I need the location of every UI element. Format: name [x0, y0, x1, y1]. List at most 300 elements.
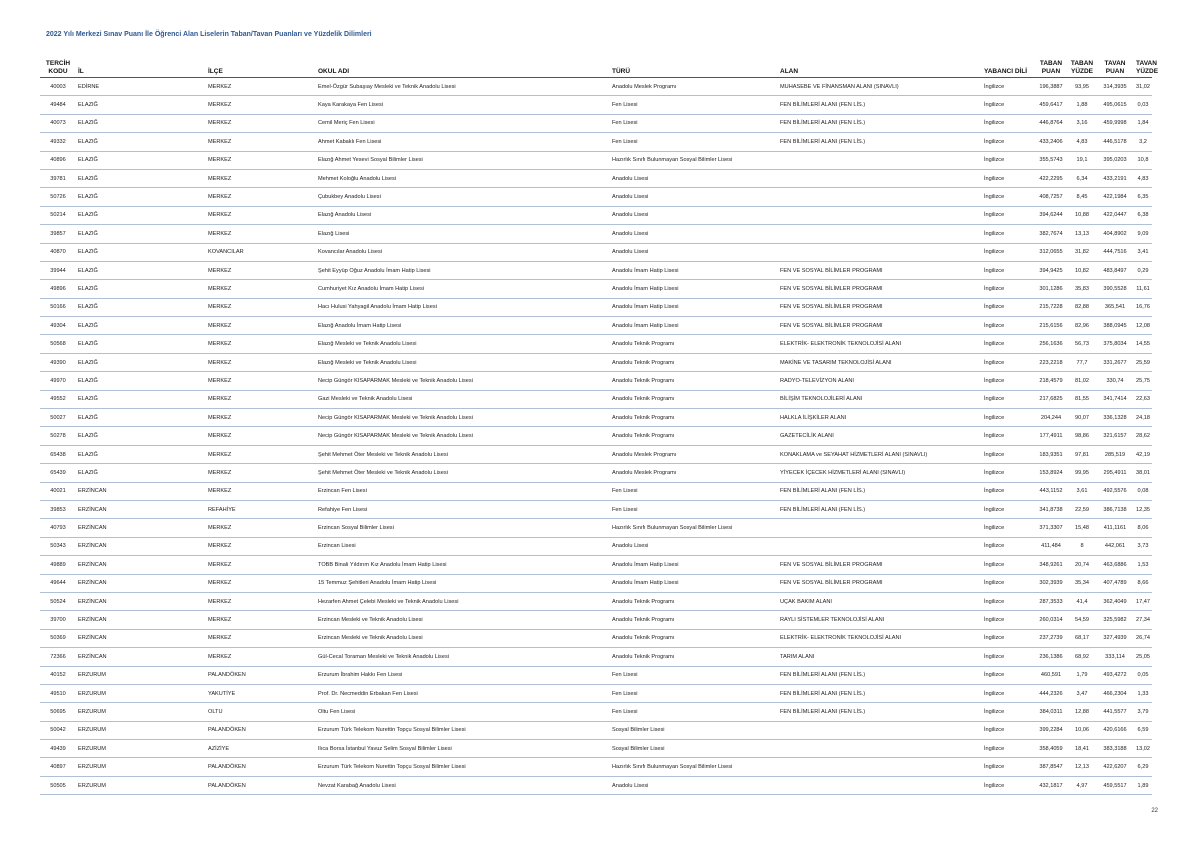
cell-tercih-kodu: 49484 [40, 96, 76, 114]
cell-tercih-kodu: 50278 [40, 427, 76, 445]
cell-okul-adi: TOBB Binali Yıldırım Kız Anadolu İmam Hatip Lisesi [316, 556, 610, 574]
cell-taban-puan: 215,6156 [1034, 317, 1068, 335]
cell-okul-adi: Erzincan Fen Lisesi [316, 482, 610, 500]
cell-taban-puan: 384,0311 [1034, 703, 1068, 721]
cell-yabanci-dili: İngilizce [982, 740, 1034, 758]
table-row [40, 703, 1152, 721]
header-tavan-yuzde: TAVAN YÜZDE [1134, 54, 1152, 78]
cell-turu: Anadolu Meslek Programı [610, 464, 778, 482]
cell-okul-adi: Refahiye Fen Lisesi [316, 500, 610, 518]
cell-yabanci-dili: İngilizce [982, 133, 1034, 151]
cell-turu: Sosyal Bilimler Lisesi [610, 740, 778, 758]
cell-tavan-yuzde: 8,06 [1134, 519, 1152, 537]
cell-tavan-yuzde: 31,02 [1134, 78, 1152, 96]
cell-tavan-yuzde: 3,73 [1134, 537, 1152, 555]
cell-ilce: MERKEZ [206, 206, 316, 224]
cell-okul-adi: Erzincan Lisesi [316, 537, 610, 555]
cell-il: ERZURUM [76, 684, 206, 702]
cell-taban-yuzde: 81,02 [1068, 372, 1096, 390]
cell-yabanci-dili: İngilizce [982, 427, 1034, 445]
cell-tercih-kodu: 50042 [40, 721, 76, 739]
cell-yabanci-dili: İngilizce [982, 280, 1034, 298]
cell-tavan-puan: 285,519 [1096, 445, 1134, 463]
cell-ilce: MERKEZ [206, 280, 316, 298]
cell-taban-puan: 433,2406 [1034, 133, 1068, 151]
cell-taban-yuzde: 13,13 [1068, 225, 1096, 243]
cell-taban-yuzde: 22,59 [1068, 500, 1096, 518]
cell-tavan-puan: 463,6886 [1096, 556, 1134, 574]
cell-okul-adi: 15 Temmuz Şehitleri Anadolu İmam Hatip Lisesi [316, 574, 610, 592]
cell-ilce: MERKEZ [206, 648, 316, 666]
cell-alan [778, 758, 982, 776]
cell-tavan-puan: 493,4272 [1096, 666, 1134, 684]
cell-tercih-kodu: 40870 [40, 243, 76, 261]
table-row [40, 556, 1152, 574]
cell-turu: Anadolu Lisesi [610, 537, 778, 555]
cell-alan: ELEKTRİK- ELEKTRONİK TEKNOLOJİSİ ALANI [778, 335, 982, 353]
cell-tercih-kodu: 49510 [40, 684, 76, 702]
cell-ilce: YAKUTİYE [206, 684, 316, 702]
cell-tercih-kodu: 39853 [40, 500, 76, 518]
table-row [40, 206, 1152, 224]
cell-okul-adi: Şehit Eyyüp Oğuz Anadolu İmam Hatip Lisesi [316, 261, 610, 279]
header-il: İL [76, 54, 206, 78]
cell-il: ELAZIĞ [76, 225, 206, 243]
cell-alan [778, 519, 982, 537]
cell-taban-yuzde: 12,88 [1068, 703, 1096, 721]
cell-okul-adi: Gazi Mesleki ve Teknik Anadolu Lisesi [316, 390, 610, 408]
cell-tavan-yuzde: 25,05 [1134, 648, 1152, 666]
cell-tavan-yuzde: 27,34 [1134, 611, 1152, 629]
cell-tercih-kodu: 50505 [40, 776, 76, 794]
cell-taban-puan: 204,244 [1034, 409, 1068, 427]
cell-tavan-yuzde: 38,01 [1134, 464, 1152, 482]
cell-okul-adi: Necip Güngör KISAPARMAK Mesleki ve Teknik Anadolu Lisesi [316, 409, 610, 427]
cell-tavan-puan: 441,5577 [1096, 703, 1134, 721]
cell-taban-yuzde: 6,34 [1068, 169, 1096, 187]
cell-taban-puan: 260,0314 [1034, 611, 1068, 629]
cell-tavan-puan: 404,8902 [1096, 225, 1134, 243]
cell-il: ELAZIĞ [76, 298, 206, 316]
cell-ilce: MERKEZ [206, 482, 316, 500]
cell-tavan-yuzde: 3,2 [1134, 133, 1152, 151]
cell-taban-yuzde: 10,82 [1068, 261, 1096, 279]
cell-yabanci-dili: İngilizce [982, 556, 1034, 574]
cell-turu: Sosyal Bilimler Lisesi [610, 721, 778, 739]
cell-tavan-yuzde: 1,33 [1134, 684, 1152, 702]
cell-yabanci-dili: İngilizce [982, 445, 1034, 463]
cell-taban-puan: 236,1386 [1034, 648, 1068, 666]
cell-ilce: MERKEZ [206, 427, 316, 445]
cell-tavan-puan: 336,1328 [1096, 409, 1134, 427]
cell-taban-yuzde: 77,7 [1068, 353, 1096, 371]
cell-tavan-puan: 388,0945 [1096, 317, 1134, 335]
cell-alan: FEN VE SOSYAL BİLİMLER PROGRAMI [778, 261, 982, 279]
cell-okul-adi: Erzurum İbrahim Hakkı Fen Lisesi [316, 666, 610, 684]
cell-turu: Anadolu İmam Hatip Lisesi [610, 574, 778, 592]
cell-tavan-yuzde: 16,76 [1134, 298, 1152, 316]
cell-il: ERZİNCAN [76, 648, 206, 666]
cell-taban-puan: 177,4911 [1034, 427, 1068, 445]
header-taban-puan: TABAN PUAN [1034, 54, 1068, 78]
cell-tercih-kodu: 65438 [40, 445, 76, 463]
cell-okul-adi: Emel-Özgür Subaşıay Mesleki ve Teknik Anadolu Lisesi [316, 78, 610, 96]
cell-tercih-kodu: 40897 [40, 758, 76, 776]
cell-il: ELAZIĞ [76, 427, 206, 445]
cell-okul-adi: Erzincan Sosyal Bilimler Lisesi [316, 519, 610, 537]
cell-tavan-puan: 411,1161 [1096, 519, 1134, 537]
table-row [40, 537, 1152, 555]
cell-taban-yuzde: 90,07 [1068, 409, 1096, 427]
cell-tavan-puan: 420,6166 [1096, 721, 1134, 739]
cell-ilce: KOVANCILAR [206, 243, 316, 261]
cell-il: ERZURUM [76, 666, 206, 684]
cell-yabanci-dili: İngilizce [982, 574, 1034, 592]
cell-ilce: MERKEZ [206, 298, 316, 316]
cell-tavan-puan: 483,8497 [1096, 261, 1134, 279]
cell-yabanci-dili: İngilizce [982, 758, 1034, 776]
cell-tavan-yuzde: 6,35 [1134, 188, 1152, 206]
cell-alan [778, 188, 982, 206]
cell-taban-yuzde: 4,97 [1068, 776, 1096, 794]
cell-turu: Anadolu İmam Hatip Lisesi [610, 556, 778, 574]
cell-tavan-yuzde: 6,59 [1134, 721, 1152, 739]
cell-okul-adi: Cemil Meriç Fen Lisesi [316, 114, 610, 132]
cell-turu: Anadolu Meslek Programı [610, 78, 778, 96]
cell-taban-yuzde: 10,88 [1068, 206, 1096, 224]
cell-yabanci-dili: İngilizce [982, 500, 1034, 518]
cell-tavan-puan: 459,9998 [1096, 114, 1134, 132]
cell-taban-yuzde: 8 [1068, 537, 1096, 555]
cell-tercih-kodu: 49644 [40, 574, 76, 592]
cell-okul-adi: Ilıca Borsa İstanbul Yavuz Selim Sosyal Bilimler Lisesi [316, 740, 610, 758]
cell-ilce: PALANDÖKEN [206, 666, 316, 684]
cell-tavan-yuzde: 26,74 [1134, 629, 1152, 647]
cell-tavan-puan: 365,541 [1096, 298, 1134, 316]
cell-alan: ELEKTRİK- ELEKTRONİK TEKNOLOJİSİ ALANI [778, 629, 982, 647]
cell-alan: KONAKLAMA ve SEYAHAT HİZMETLERİ ALANI (SINAVLI) [778, 445, 982, 463]
cell-alan: UÇAK BAKIM ALANI [778, 592, 982, 610]
cell-alan [778, 721, 982, 739]
cell-turu: Fen Lisesi [610, 666, 778, 684]
cell-alan: FEN BİLİMLERİ ALANI (FEN LİS.) [778, 666, 982, 684]
cell-il: ELAZIĞ [76, 243, 206, 261]
cell-turu: Fen Lisesi [610, 96, 778, 114]
cell-turu: Anadolu Teknik Programı [610, 592, 778, 610]
cell-yabanci-dili: İngilizce [982, 703, 1034, 721]
cell-tavan-yuzde: 1,53 [1134, 556, 1152, 574]
cell-turu: Anadolu Lisesi [610, 243, 778, 261]
cell-tavan-yuzde: 14,55 [1134, 335, 1152, 353]
cell-okul-adi: Elazığ Mesleki ve Teknik Anadolu Lisesi [316, 353, 610, 371]
page-title: 2022 Yılı Merkezi Sınav Puanı İle Öğrenci Alan Liselerin Taban/Tavan Puanları ve Yüzdelik Dilimleri [46, 31, 372, 38]
cell-tercih-kodu: 49896 [40, 280, 76, 298]
cell-taban-yuzde: 35,83 [1068, 280, 1096, 298]
cell-okul-adi: Elazığ Mesleki ve Teknik Anadolu Lisesi [316, 335, 610, 353]
cell-il: ELAZIĞ [76, 445, 206, 463]
cell-turu: Fen Lisesi [610, 684, 778, 702]
cell-tercih-kodu: 40073 [40, 114, 76, 132]
cell-okul-adi: Ahmet Kabaklı Fen Lisesi [316, 133, 610, 151]
cell-yabanci-dili: İngilizce [982, 151, 1034, 169]
cell-tavan-yuzde: 3,41 [1134, 243, 1152, 261]
cell-taban-puan: 394,9425 [1034, 261, 1068, 279]
cell-alan [778, 243, 982, 261]
cell-taban-yuzde: 15,48 [1068, 519, 1096, 537]
cell-okul-adi: Elazığ Ahmet Yesevi Sosyal Bilimler Lisesi [316, 151, 610, 169]
cell-tavan-puan: 330,74 [1096, 372, 1134, 390]
cell-ilce: MERKEZ [206, 574, 316, 592]
cell-yabanci-dili: İngilizce [982, 537, 1034, 555]
table-row [40, 629, 1152, 647]
cell-okul-adi: Erzincan Mesleki ve Teknik Anadolu Lisesi [316, 611, 610, 629]
cell-turu: Anadolu İmam Hatip Lisesi [610, 298, 778, 316]
cell-turu: Anadolu Teknik Programı [610, 648, 778, 666]
cell-alan [778, 225, 982, 243]
table-header-row [40, 54, 1152, 78]
cell-taban-yuzde: 3,47 [1068, 684, 1096, 702]
cell-okul-adi: Nevzat Karabağ Anadolu Lisesi [316, 776, 610, 794]
cell-il: ERZİNCAN [76, 482, 206, 500]
cell-il: ELAZIĞ [76, 188, 206, 206]
cell-turu: Anadolu İmam Hatip Lisesi [610, 317, 778, 335]
cell-ilce: PALANDÖKEN [206, 758, 316, 776]
cell-tercih-kodu: 50027 [40, 409, 76, 427]
cell-ilce: MERKEZ [206, 372, 316, 390]
cell-taban-yuzde: 1,79 [1068, 666, 1096, 684]
cell-taban-yuzde: 97,81 [1068, 445, 1096, 463]
table-row [40, 78, 1152, 96]
header-taban-yuzde: TABAN YÜZDE [1068, 54, 1096, 78]
cell-alan: FEN VE SOSYAL BİLİMLER PROGRAMI [778, 556, 982, 574]
cell-turu: Hazırlık Sınıfı Bulunmayan Sosyal Bilimler Lisesi [610, 758, 778, 776]
cell-alan [778, 740, 982, 758]
cell-alan: FEN BİLİMLERİ ALANI (FEN LİS.) [778, 500, 982, 518]
table-row [40, 133, 1152, 151]
cell-il: ERZİNCAN [76, 611, 206, 629]
cell-il: ELAZIĞ [76, 317, 206, 335]
table-row [40, 776, 1152, 794]
cell-tercih-kodu: 50166 [40, 298, 76, 316]
cell-turu: Anadolu Teknik Programı [610, 427, 778, 445]
cell-tavan-yuzde: 0,05 [1134, 666, 1152, 684]
cell-yabanci-dili: İngilizce [982, 169, 1034, 187]
cell-okul-adi: Mehmet Koloğlu Anadolu Lisesi [316, 169, 610, 187]
cell-taban-puan: 459,6417 [1034, 96, 1068, 114]
cell-okul-adi: Prof. Dr. Necmeddin Erbakan Fen Lisesi [316, 684, 610, 702]
cell-ilce: REFAHİYE [206, 500, 316, 518]
cell-taban-yuzde: 54,59 [1068, 611, 1096, 629]
table-row [40, 427, 1152, 445]
cell-taban-puan: 382,7674 [1034, 225, 1068, 243]
cell-tavan-puan: 390,5528 [1096, 280, 1134, 298]
cell-yabanci-dili: İngilizce [982, 353, 1034, 371]
cell-tercih-kodu: 50568 [40, 335, 76, 353]
cell-okul-adi: Şehit Mehmet Öter Mesleki ve Teknik Anadolu Lisesi [316, 464, 610, 482]
cell-taban-puan: 256,1636 [1034, 335, 1068, 353]
cell-okul-adi: Kaya Karakaya Fen Lisesi [316, 96, 610, 114]
cell-alan: FEN VE SOSYAL BİLİMLER PROGRAMI [778, 574, 982, 592]
cell-taban-puan: 301,1286 [1034, 280, 1068, 298]
cell-taban-yuzde: 31,82 [1068, 243, 1096, 261]
cell-tercih-kodu: 39700 [40, 611, 76, 629]
cell-tavan-yuzde: 1,84 [1134, 114, 1152, 132]
cell-taban-yuzde: 19,1 [1068, 151, 1096, 169]
cell-ilce: MERKEZ [206, 335, 316, 353]
table-row [40, 335, 1152, 353]
table-row [40, 298, 1152, 316]
cell-tavan-puan: 321,6157 [1096, 427, 1134, 445]
cell-alan: RAYLI SİSTEMLER TEKNOLOJİSİ ALANI [778, 611, 982, 629]
table-row [40, 114, 1152, 132]
cell-tercih-kodu: 40896 [40, 151, 76, 169]
cell-turu: Fen Lisesi [610, 703, 778, 721]
cell-ilce: PALANDÖKEN [206, 721, 316, 739]
cell-ilce: MERKEZ [206, 151, 316, 169]
cell-turu: Anadolu İmam Hatip Lisesi [610, 261, 778, 279]
cell-ilce: MERKEZ [206, 188, 316, 206]
cell-okul-adi: Cumhuriyet Kız Anadolu İmam Hatip Lisesi [316, 280, 610, 298]
table-row [40, 353, 1152, 371]
cell-tavan-puan: 492,5576 [1096, 482, 1134, 500]
table-row [40, 243, 1152, 261]
cell-taban-yuzde: 3,61 [1068, 482, 1096, 500]
cell-alan: TARIM ALANI [778, 648, 982, 666]
cell-il: ERZURUM [76, 740, 206, 758]
cell-ilce: PALANDÖKEN [206, 776, 316, 794]
cell-il: ERZİNCAN [76, 519, 206, 537]
cell-okul-adi: Hezarfen Ahmet Çelebi Mesleki ve Teknik Anadolu Lisesi [316, 592, 610, 610]
cell-okul-adi: Erzurum Türk Telekom Nurettin Topçu Sosyal Bilimler Lisesi [316, 721, 610, 739]
table-row [40, 519, 1152, 537]
cell-turu: Anadolu Teknik Programı [610, 409, 778, 427]
header-alan: ALAN [778, 54, 982, 78]
cell-tercih-kodu: 39857 [40, 225, 76, 243]
cell-tercih-kodu: 39944 [40, 261, 76, 279]
cell-taban-yuzde: 18,41 [1068, 740, 1096, 758]
cell-taban-puan: 432,1817 [1034, 776, 1068, 794]
table-row [40, 740, 1152, 758]
cell-il: ELAZIĞ [76, 464, 206, 482]
cell-alan: YİYECEK İÇECEK HİZMETLERİ ALANI (SINAVLI) [778, 464, 982, 482]
cell-yabanci-dili: İngilizce [982, 298, 1034, 316]
cell-taban-puan: 355,5743 [1034, 151, 1068, 169]
cell-turu: Anadolu Teknik Programı [610, 353, 778, 371]
cell-tavan-puan: 362,4049 [1096, 592, 1134, 610]
cell-okul-adi: Hacı Hulusi Yahyagil Anadolu İmam Hatip Lisesi [316, 298, 610, 316]
cell-taban-puan: 348,9261 [1034, 556, 1068, 574]
cell-taban-puan: 394,6244 [1034, 206, 1068, 224]
cell-tavan-yuzde: 13,02 [1134, 740, 1152, 758]
cell-taban-puan: 196,3887 [1034, 78, 1068, 96]
cell-alan: FEN VE SOSYAL BİLİMLER PROGRAMI [778, 317, 982, 335]
cell-taban-puan: 358,4059 [1034, 740, 1068, 758]
cell-turu: Anadolu Teknik Programı [610, 629, 778, 647]
cell-tavan-yuzde: 6,38 [1134, 206, 1152, 224]
table-row [40, 409, 1152, 427]
cell-tavan-puan: 325,5982 [1096, 611, 1134, 629]
cell-tavan-yuzde: 17,47 [1134, 592, 1152, 610]
cell-ilce: AZİZİYE [206, 740, 316, 758]
cell-il: ELAZIĞ [76, 169, 206, 187]
cell-taban-yuzde: 8,45 [1068, 188, 1096, 206]
page-number: 22 [1151, 808, 1158, 814]
cell-ilce: MERKEZ [206, 409, 316, 427]
cell-taban-puan: 399,2284 [1034, 721, 1068, 739]
cell-yabanci-dili: İngilizce [982, 592, 1034, 610]
cell-il: ELAZIĞ [76, 409, 206, 427]
cell-tavan-puan: 422,1984 [1096, 188, 1134, 206]
cell-turu: Anadolu Lisesi [610, 206, 778, 224]
cell-il: EDİRNE [76, 78, 206, 96]
cell-alan [778, 169, 982, 187]
cell-yabanci-dili: İngilizce [982, 114, 1034, 132]
cell-tercih-kodu: 50214 [40, 206, 76, 224]
cell-ilce: OLTU [206, 703, 316, 721]
cell-tavan-yuzde: 28,62 [1134, 427, 1152, 445]
cell-tercih-kodu: 40003 [40, 78, 76, 96]
cell-tavan-yuzde: 12,35 [1134, 500, 1152, 518]
cell-taban-puan: 287,3533 [1034, 592, 1068, 610]
cell-yabanci-dili: İngilizce [982, 390, 1034, 408]
table-row [40, 317, 1152, 335]
cell-tavan-yuzde: 1,89 [1134, 776, 1152, 794]
cell-alan: FEN BİLİMLERİ ALANI (FEN LİS.) [778, 703, 982, 721]
cell-il: ELAZIĞ [76, 261, 206, 279]
cell-ilce: MERKEZ [206, 169, 316, 187]
cell-tavan-yuzde: 25,75 [1134, 372, 1152, 390]
cell-turu: Anadolu Lisesi [610, 169, 778, 187]
schools-table [40, 54, 1159, 795]
cell-yabanci-dili: İngilizce [982, 684, 1034, 702]
header-tercih-kodu: TERCİH KODU [40, 54, 76, 78]
cell-ilce: MERKEZ [206, 592, 316, 610]
cell-tavan-yuzde: 10,8 [1134, 151, 1152, 169]
table-row [40, 666, 1152, 684]
cell-alan: BİLİŞİM TEKNOLOJİLERİ ALANI [778, 390, 982, 408]
cell-il: ERZURUM [76, 703, 206, 721]
cell-taban-yuzde: 68,92 [1068, 648, 1096, 666]
table-row [40, 169, 1152, 187]
cell-yabanci-dili: İngilizce [982, 261, 1034, 279]
cell-il: ELAZIĞ [76, 335, 206, 353]
table-row [40, 151, 1152, 169]
cell-yabanci-dili: İngilizce [982, 335, 1034, 353]
cell-tavan-yuzde: 3,79 [1134, 703, 1152, 721]
cell-okul-adi: Elazığ Anadolu Lisesi [316, 206, 610, 224]
cell-turu: Anadolu Lisesi [610, 225, 778, 243]
cell-tavan-yuzde: 42,19 [1134, 445, 1152, 463]
header-okul-adi: OKUL ADI [316, 54, 610, 78]
cell-okul-adi: Necip Güngör KISAPARMAK Mesleki ve Teknik Anadolu Lisesi [316, 372, 610, 390]
cell-tavan-yuzde: 11,61 [1134, 280, 1152, 298]
cell-taban-yuzde: 68,17 [1068, 629, 1096, 647]
cell-ilce: MERKEZ [206, 261, 316, 279]
table-row [40, 96, 1152, 114]
cell-tercih-kodu: 50695 [40, 703, 76, 721]
cell-il: ELAZIĞ [76, 280, 206, 298]
cell-tavan-puan: 295,4911 [1096, 464, 1134, 482]
cell-yabanci-dili: İngilizce [982, 409, 1034, 427]
cell-okul-adi: Oltu Fen Lisesi [316, 703, 610, 721]
cell-yabanci-dili: İngilizce [982, 611, 1034, 629]
cell-tavan-puan: 442,061 [1096, 537, 1134, 555]
cell-taban-yuzde: 81,55 [1068, 390, 1096, 408]
table-row [40, 188, 1152, 206]
cell-ilce: MERKEZ [206, 445, 316, 463]
table-row [40, 225, 1152, 243]
cell-turu: Anadolu Lisesi [610, 776, 778, 794]
